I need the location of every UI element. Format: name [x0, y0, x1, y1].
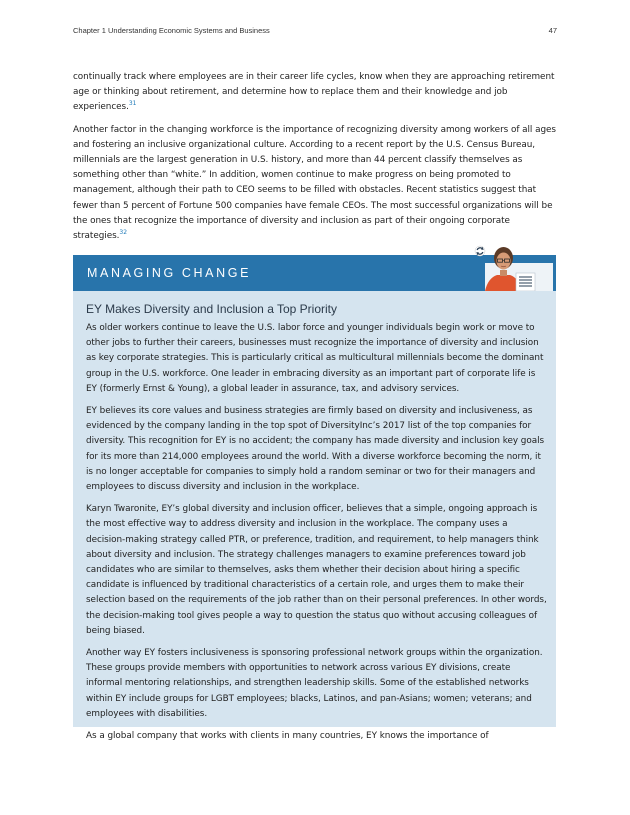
managing-change-feature-box — [73, 255, 556, 742]
feature-paragraph-3: Karyn Twaronite, EY’s global diversity and inclusion officer, believes that a simple, ongoing approach is the most effective way to address diversity and inclusion in the workplace. The company uses a decision-making strategy called PTR, or preference, tradition, and requirement, to help managers think about diversity and inclusion. The strategy challenges managers to examine preferences toward job candidates who are similar to themselves, asks them whether their decision about hiring a specific candidate is influenced by traditional characteristics of a certain role, and urges them to make their selection based on the requirements of the job rather than on their personal preferences. In other words, the decision-making tool gives people a way to question the status quo without accusing colleagues of being biased. — [86, 504, 547, 636]
feature-title: EY Makes Diversity and Inclusion a Top Priority — [86, 302, 337, 316]
person-with-refresh-icon — [473, 243, 553, 291]
running-header — [73, 26, 557, 35]
body-text — [73, 70, 558, 251]
footnote-ref-32[interactable]: 32 — [119, 229, 127, 237]
feature-paragraph-1: As older workers continue to leave the U.S. labor force and younger individuals begin work or move to other jobs to further their careers, businesses must recognize the importance of diversity and inclusion as key corporate strategies. This is particularly critical as multicultural millennials become the dominant group in the U.S. workforce. One leader in embracing diversity as an important part of corporate life is EY (formerly Ernst & Young), a global leader in assurance, tax, and advisory services. — [86, 323, 544, 394]
feature-paragraph-2: EY believes its core values and business strategies are firmly based on diversity and inclusiveness, as evidenced by the company landing in the top spot of DiversityInc’s 2017 list of the top companies for diversity. This recognition for EY is no accident; the company has made diversity and inclusion key goals for its more than 214,000 employees around the world. With a diverse workforce becoming the norm, it is no longer acceptable for companies to simply hold a random seminar or two for their managers and employees to discuss diversity and inclusion in the workplace. — [86, 406, 545, 493]
feature-body — [86, 321, 548, 751]
chapter-title: Chapter 1 Understanding Economic Systems and Business — [73, 26, 270, 35]
intro-paragraph-1-text: continually track where employees are in their career life cycles, know when they are approaching retirement age or thinking about retirement, and determine how to replace them and their knowledge and job experiences. — [73, 72, 555, 113]
footnote-ref-31[interactable]: 31 — [128, 100, 137, 108]
intro-paragraph-2 — [73, 123, 558, 245]
intro-paragraph-2-text: Another factor in the changing workforce is the importance of recognizing diversity among workers of all ages and fostering an inclusive organizational culture. According to a recent report by the U.S. Census Bureau, millennials are the largest generation in U.S. history, and more than 44 percent classify themselves as something other than “white.” In addition, women continue to make progress on being promoted to management, although their path to CEO seems to be filled with obstacles. Recent statistics suggest that fewer than 5 percent of Fortune 500 companies have female CEOs. The most successful organizations will be the ones that recognize the importance of diversity and inclusion as part of their ongoing corporate strategies. — [73, 124, 556, 242]
feature-label: MANAGING CHANGE — [87, 266, 252, 280]
page-number: 47 — [548, 26, 557, 35]
feature-paragraph-4: Another way EY fosters inclusiveness is sponsoring professional network groups within the organization. These groups provide members with opportunities to network across various EY divisions, create informal mentoring relationships, and strengthen leadership skills. Some of the established networks within EY include groups for LGBT employees; blacks, Latinos, and pan-Asians; women; veterans; and employees with disabilities. — [86, 648, 543, 719]
feature-paragraph-5: As a global company that works with clients in many countries, EY knows the importance of — [86, 731, 489, 742]
intro-paragraph-1 — [73, 70, 558, 116]
